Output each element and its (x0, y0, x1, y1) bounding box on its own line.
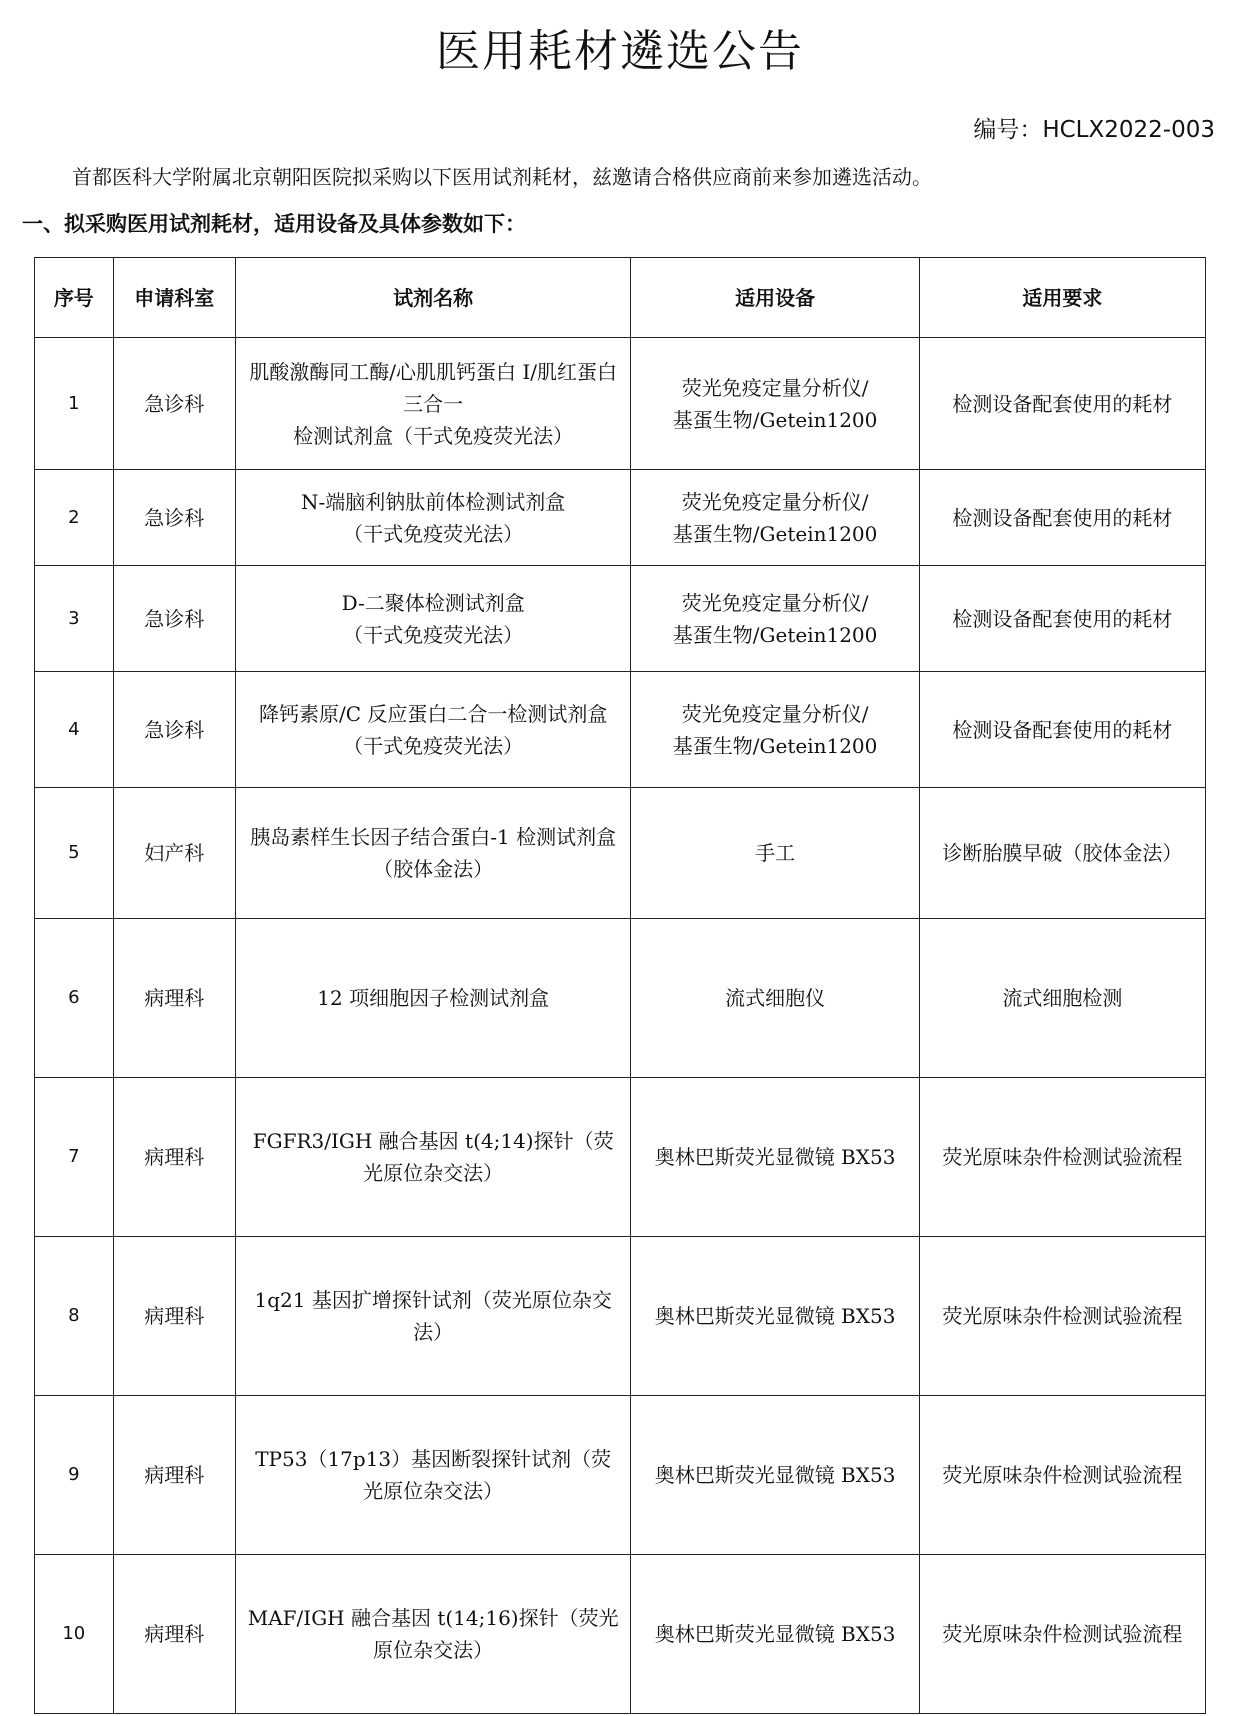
row-reagent (235, 1078, 630, 1237)
reagent-line: FGFR3/IGH 融合基因 t(4;14)探针（荧光原位杂交法） (252, 1129, 614, 1185)
row-dept: 妇产科 (113, 788, 235, 919)
intro-paragraph: 首都医科大学附属北京朝阳医院拟采购以下医用试剂耗材，兹邀请合格供应商前来参加遴选活动。 (72, 165, 932, 189)
row-equipment (631, 672, 919, 788)
row-equipment (631, 566, 919, 672)
table-row (35, 788, 1206, 919)
row-requirement: 检测设备配套使用的耗材 (919, 338, 1205, 470)
row-requirement: 荧光原味杂件检测试验流程 (919, 1078, 1205, 1237)
equipment-line: 荧光免疫定量分析仪/ (681, 375, 869, 400)
reagent-line: （干式免疫荧光法） (343, 622, 524, 647)
row-dept: 急诊科 (113, 566, 235, 672)
table-row (35, 566, 1206, 672)
equipment-line: 基蛋生物/Getein1200 (672, 407, 878, 432)
table-header-row (35, 258, 1206, 338)
table-row (35, 919, 1206, 1078)
equipment-line: 奥林巴斯荧光显微镜 BX53 (654, 1463, 896, 1487)
row-equipment (631, 1555, 919, 1714)
row-reagent (235, 1555, 630, 1714)
page-title: 医用耗材遴选公告 (436, 26, 804, 77)
row-requirement: 荧光原味杂件检测试验流程 (919, 1237, 1205, 1396)
equipment-line: 奥林巴斯荧光显微镜 BX53 (654, 1304, 896, 1328)
header-no: 序号 (35, 258, 114, 338)
row-no: 1 (35, 338, 114, 470)
equipment-line: 荧光免疫定量分析仪/ (681, 701, 869, 726)
row-equipment (631, 1078, 919, 1237)
header-equipment: 适用设备 (631, 258, 919, 338)
row-reagent (235, 672, 630, 788)
reagent-line: （干式免疫荧光法） (343, 733, 524, 758)
row-requirement: 荧光原味杂件检测试验流程 (919, 1555, 1205, 1714)
row-dept: 急诊科 (113, 470, 235, 566)
row-reagent (235, 470, 630, 566)
row-equipment (631, 338, 919, 470)
row-requirement: 诊断胎膜早破（胶体金法） (919, 788, 1205, 919)
row-dept: 病理科 (113, 1237, 235, 1396)
row-dept: 病理科 (113, 1555, 235, 1714)
equipment-line: 基蛋生物/Getein1200 (672, 521, 878, 546)
document-number-label: 编号： (973, 117, 1043, 143)
row-equipment (631, 1396, 919, 1555)
header-dept: 申请科室 (113, 258, 235, 338)
row-equipment (631, 1237, 919, 1396)
reagent-table (34, 257, 1206, 1714)
reagent-line: 检测试剂盒（干式免疫荧光法） (293, 423, 574, 448)
header-reagent: 试剂名称 (235, 258, 630, 338)
row-requirement: 检测设备配套使用的耗材 (919, 672, 1205, 788)
table-row (35, 1396, 1206, 1555)
row-equipment (631, 470, 919, 566)
equipment-line: 荧光免疫定量分析仪/ (681, 590, 869, 615)
row-no: 9 (35, 1396, 114, 1555)
row-no: 2 (35, 470, 114, 566)
row-dept: 病理科 (113, 919, 235, 1078)
header-requirement: 适用要求 (919, 258, 1205, 338)
reagent-line: 降钙素原/C 反应蛋白二合一检测试剂盒 (258, 701, 608, 726)
row-no: 3 (35, 566, 114, 672)
table-row (35, 1237, 1206, 1396)
row-no: 5 (35, 788, 114, 919)
row-no: 8 (35, 1237, 114, 1396)
equipment-line: 奥林巴斯荧光显微镜 BX53 (654, 1145, 896, 1169)
table-row (35, 1078, 1206, 1237)
row-requirement: 荧光原味杂件检测试验流程 (919, 1396, 1205, 1555)
row-reagent (235, 1396, 630, 1555)
equipment-line: 奥林巴斯荧光显微镜 BX53 (654, 1622, 896, 1646)
document-number-value: HCLX2022-003 (1042, 117, 1215, 143)
section-heading: 一、拟采购医用试剂耗材，适用设备及具体参数如下： (22, 211, 526, 236)
reagent-line: MAF/IGH 融合基因 t(14;16)探针（荧光原位杂交法） (247, 1606, 619, 1662)
document-number (973, 114, 1215, 146)
row-reagent (235, 919, 630, 1078)
row-no: 7 (35, 1078, 114, 1237)
table-row (35, 672, 1206, 788)
reagent-line: 胰岛素样生长因子结合蛋白-1 检测试剂盒（胶体金法） (250, 825, 617, 881)
equipment-line: 流式细胞仪 (725, 986, 826, 1010)
row-reagent (235, 1237, 630, 1396)
reagent-line: N-端脑利钠肽前体检测试剂盒 (301, 489, 566, 514)
row-no: 4 (35, 672, 114, 788)
equipment-line: 基蛋生物/Getein1200 (672, 622, 878, 647)
table-row (35, 338, 1206, 470)
reagent-line: 12 项细胞因子检测试剂盒 (317, 986, 550, 1010)
row-reagent (235, 566, 630, 672)
reagent-line: 肌酸激酶同工酶/心肌肌钙蛋白 I/肌红蛋白三合一 (249, 359, 618, 416)
row-requirement: 检测设备配套使用的耗材 (919, 566, 1205, 672)
row-no: 6 (35, 919, 114, 1078)
row-dept: 急诊科 (113, 338, 235, 470)
row-dept: 急诊科 (113, 672, 235, 788)
reagent-line: 1q21 基因扩增探针试剂（荧光原位杂交法） (254, 1288, 612, 1344)
row-reagent (235, 788, 630, 919)
row-equipment (631, 919, 919, 1078)
table-row (35, 1555, 1206, 1714)
row-requirement: 检测设备配套使用的耗材 (919, 470, 1205, 566)
reagent-line: （干式免疫荧光法） (343, 521, 524, 546)
equipment-line: 荧光免疫定量分析仪/ (681, 489, 869, 514)
equipment-line: 手工 (755, 841, 796, 865)
row-dept: 病理科 (113, 1396, 235, 1555)
row-no: 10 (35, 1555, 114, 1714)
row-dept: 病理科 (113, 1078, 235, 1237)
row-requirement: 流式细胞检测 (919, 919, 1205, 1078)
reagent-line: TP53（17p13）基因断裂探针试剂（荧光原位杂交法） (255, 1447, 612, 1503)
row-equipment (631, 788, 919, 919)
equipment-line: 基蛋生物/Getein1200 (672, 733, 878, 758)
row-reagent (235, 338, 630, 470)
reagent-line: D-二聚体检测试剂盒 (341, 590, 525, 615)
table-row (35, 470, 1206, 566)
